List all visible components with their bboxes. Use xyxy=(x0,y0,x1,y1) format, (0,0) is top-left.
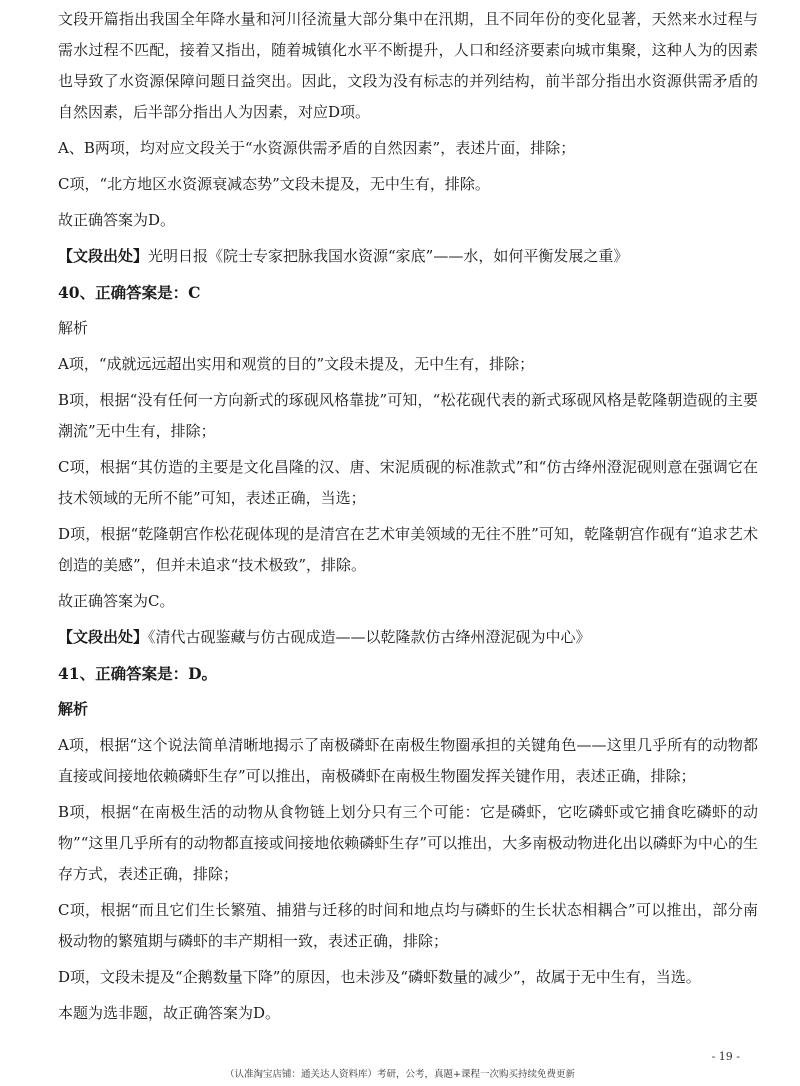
paragraph: A、B两项，均对应文段关于“水资源供需矛盾的自然因素”，表述片面，排除； xyxy=(58,139,576,157)
paragraph: D项，文段未提及“企鹅数量下降”的原因，也未涉及“磷虾数量的减少”，故属于无中生有，当选。 xyxy=(58,968,701,986)
document-body xyxy=(58,4,758,1034)
analysis-label: 解析 xyxy=(58,700,89,718)
paragraph: 本题为选非题，故正确答案为D。 xyxy=(58,1004,281,1022)
paragraph: B项，根据“没有任何一方向新式的琢砚风格靠拢”可知，“松花砚代表的新式琢砚风格是乾隆朝造砚的主要潮流”无中生有，排除； xyxy=(58,391,758,440)
paragraph: 故正确答案为D。 xyxy=(58,211,176,229)
question-answer-heading: 41、正确答案是：D。 xyxy=(58,664,218,683)
page-number: - 19 - xyxy=(711,1050,740,1063)
source-tag: 【文段出处】 xyxy=(58,247,149,265)
source-text: 光明日报《院士专家把脉我国水资源“家底”——水，如何平衡发展之重》 xyxy=(148,247,629,265)
analysis-label: 解析 xyxy=(58,319,89,337)
paragraph: C项，根据“其仿造的主要是文化昌隆的汉、唐、宋泥质砚的标准款式”和“仿古绛州澄泥砚则意在强调它在技术领域的无所不能”可知，表述正确，当选； xyxy=(58,458,758,507)
paragraph: D项，根据“乾隆朝宫作松花砚体现的是清宫在艺术审美领域的无往不胜”可知，乾隆朝宫作砚有“追求艺术创造的美感”，但并未追求“技术极致”，排除。 xyxy=(58,525,758,574)
question-answer-heading: 40、正确答案是：C xyxy=(58,283,201,302)
paragraph: 故正确答案为C。 xyxy=(58,592,175,610)
source-tag: 【文段出处】 xyxy=(58,628,149,646)
paragraph: B项，根据“在南极生活的动物从食物链上划分只有三个可能：它是磷虾，它吃磷虾或它捕食吃磷虾的动物”“这里几乎所有的动物都直接或间接地依赖磷虾生存”可以推出，大多南极动物进化出以磷虾为中心的生存方式，表述正确，排除； xyxy=(58,803,758,883)
paragraph: C项，“北方地区水资源衰减态势”文段未提及，无中生有，排除。 xyxy=(58,175,490,193)
paragraph: C项，根据“而且它们生长繁殖、捕猎与迁移的时间和地点均与磷虾的生长状态相耦合”可以推出，部分南极动物的繁殖期与磷虾的丰产期相一致，表述正确，排除； xyxy=(58,901,758,950)
paragraph: A项，“成就远远超出实用和观赏的目的”文段未提及，无中生有，排除； xyxy=(58,355,535,373)
paragraph: A项，根据“这个说法简单清晰地揭示了南极磷虾在南极生物圈承担的关键角色——这里几乎所有的动物都直接或间接地依赖磷虾生存”可以推出，南极磷虾在南极生物圈发挥关键作用，表述正确，排除； xyxy=(58,736,758,785)
paragraph: 文段开篇指出我国全年降水量和河川径流量大部分集中在汛期，且不同年份的变化显著，天然来水过程与需水过程不匹配，接着又指出，随着城镇化水平不断提升，人口和经济要素向城市集聚，这种人为的因素也导致了水资源保障问题日益突出。因此，文段为没有标志的并列结构，前半部分指出水资源供需矛盾的自然因素，后半部分指出人为因素，对应D项。 xyxy=(58,10,758,121)
source-text: 《清代古砚鉴藏与仿古砚成造——以乾隆款仿古绛州澄泥砚为中心》 xyxy=(148,628,591,646)
page-footer: （认准淘宝店铺：通关达人资料库）考研，公考，真题+课程一次购买持续免费更新 xyxy=(225,1069,575,1080)
source-citation xyxy=(58,241,758,272)
source-citation xyxy=(58,622,758,653)
